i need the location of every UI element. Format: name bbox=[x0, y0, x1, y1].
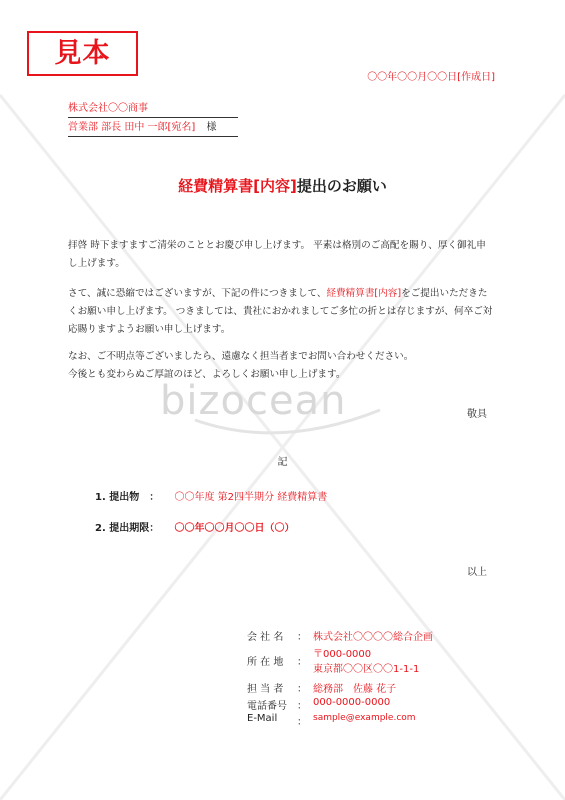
recipient-person-line bbox=[68, 118, 238, 137]
request-subject: 経費精算書[内容] bbox=[326, 288, 402, 299]
title-subject: 経費精算書[内容] bbox=[178, 177, 297, 195]
sender-email-label: E-Mail bbox=[247, 713, 278, 724]
document-date: 〇〇年〇〇月〇〇日[作成日] bbox=[367, 72, 495, 83]
sender-address: 東京都〇〇区〇〇1-1-1 bbox=[313, 664, 420, 675]
item-submission bbox=[95, 488, 327, 503]
closing-line-1: なお、ご不明点等ございましたら、遠慮なく担当者までお問い合わせください。 bbox=[68, 351, 414, 362]
title-request: 提出のお願い bbox=[296, 177, 387, 195]
request-line-2: くお願い申し上げます。 つきましては、貴社におかれましてご多忙の折とは存じますが、何卒ご対 bbox=[68, 306, 493, 317]
greeting-line-2: し上げます。 bbox=[68, 258, 125, 269]
request-line-1 bbox=[68, 285, 498, 303]
item-deadline bbox=[95, 519, 294, 534]
document-title bbox=[0, 175, 565, 196]
sender-zip: 〒000-0000 bbox=[313, 649, 372, 660]
sample-stamp: 見本 bbox=[27, 31, 138, 76]
request-line-1-a: さて、誠に恐縮ではございますが、下記の件につきまして、 bbox=[68, 288, 327, 299]
sender-phone-label: 電話番号 bbox=[247, 701, 287, 712]
notes-heading: 記 bbox=[277, 457, 288, 468]
colon: ： bbox=[297, 717, 307, 728]
request-line-1-b: をご提出いただきた bbox=[401, 288, 488, 299]
colon: ： bbox=[297, 657, 307, 668]
sender-person-label: 担 当 者 bbox=[247, 684, 284, 695]
recipient-person: 営業部 部長 田中 一郎[宛名] bbox=[68, 122, 196, 133]
colon: ： bbox=[297, 701, 307, 712]
closing-line-2: 今後とも変わらぬご厚誼のほど、よろしくお願い申し上げます。 bbox=[68, 369, 346, 380]
closing-word: 敬具 bbox=[467, 409, 487, 420]
end-mark: 以上 bbox=[467, 567, 487, 578]
recipient-honorific: 様 bbox=[206, 122, 217, 133]
request-line-3: 応賜りますようお願い申し上げます。 bbox=[68, 324, 231, 335]
sender-company: 株式会社〇〇〇〇総合企画 bbox=[313, 632, 433, 643]
colon: ： bbox=[297, 632, 307, 643]
sender-address-label: 所 在 地 bbox=[247, 657, 284, 668]
sender-email[interactable]: sample@example.com bbox=[313, 713, 416, 723]
greeting-paragraph bbox=[68, 237, 498, 273]
greeting-line-1: 拝啓 時下ますますご清栄のこととお慶び申し上げます。 平素は格別のご高配を賜り、厚く御礼申 bbox=[68, 240, 486, 251]
item-value: 〇〇年〇〇月〇〇日（〇） bbox=[174, 523, 295, 534]
colon: ： bbox=[297, 684, 307, 695]
watermark-text: bizocean bbox=[160, 378, 347, 424]
sender-company-label: 会 社 名 bbox=[247, 632, 284, 643]
request-paragraph bbox=[68, 285, 498, 339]
sender-phone: 000-0000-0000 bbox=[313, 697, 391, 708]
closing-paragraph bbox=[68, 348, 498, 384]
item-label: 2. 提出期限： bbox=[95, 523, 160, 534]
item-value: 〇〇年度 第2四半期分 経費精算書 bbox=[174, 492, 328, 503]
item-label: 1. 提出物 ： bbox=[95, 492, 160, 503]
recipient-company: 株式会社〇〇商事 bbox=[68, 99, 238, 118]
sender-person: 総務部 佐藤 花子 bbox=[313, 684, 397, 695]
